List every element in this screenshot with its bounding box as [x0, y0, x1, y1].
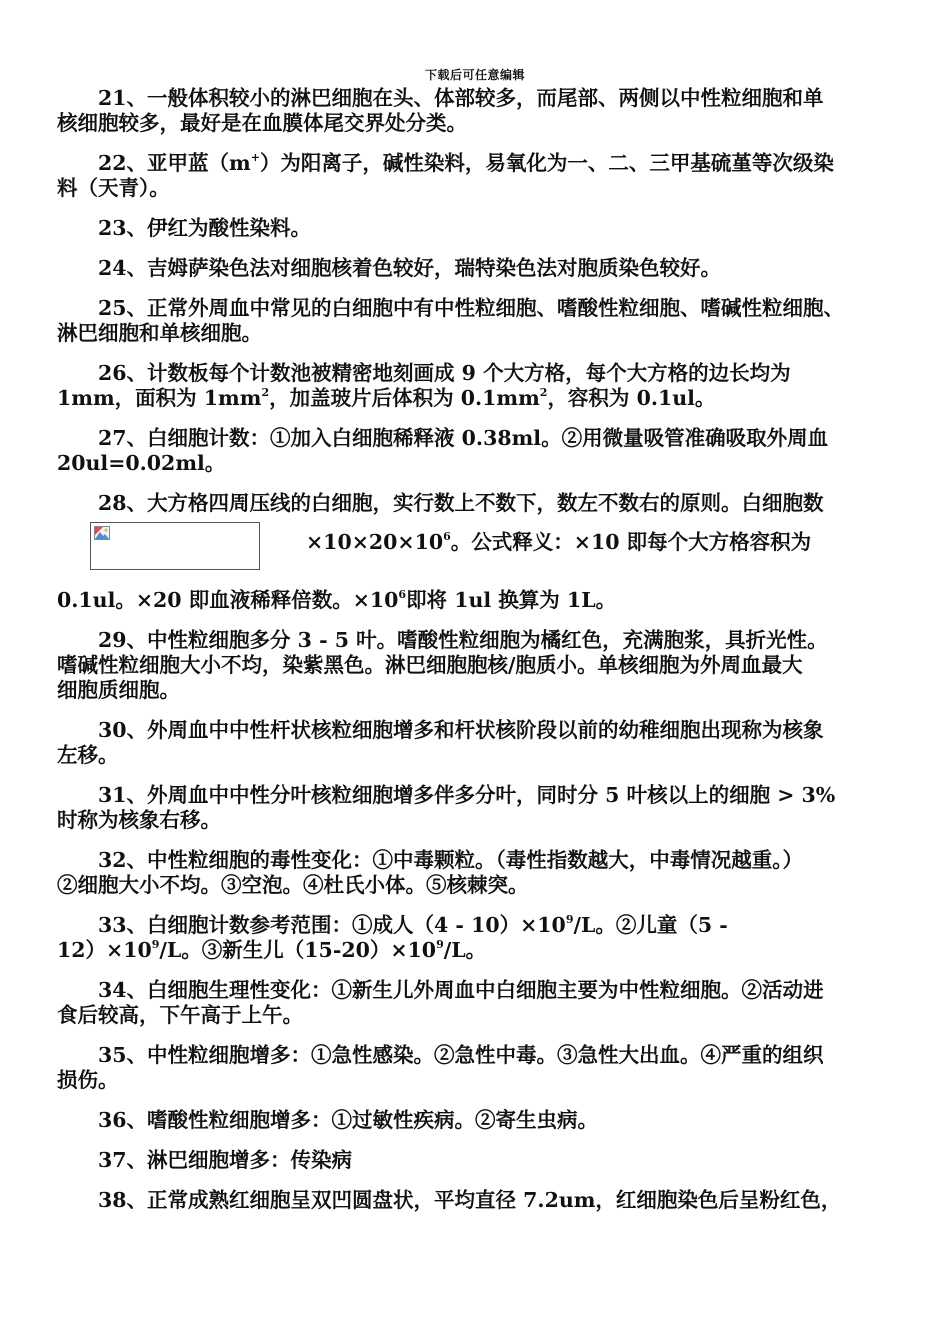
paragraph-26-line2 — [57, 386, 893, 411]
superscript: 2 — [539, 386, 548, 399]
formula-multipliers: ×10×20×10 — [306, 530, 444, 554]
paragraph-22-text-2: ）为阳离子，碱性染料，易氧化为一、二、三甲基硫堇等次级染 — [259, 151, 834, 175]
paragraph-31-line2: 时称为核象右移。 — [57, 808, 221, 832]
paragraph-33 — [57, 913, 893, 963]
paragraph-35 — [57, 1043, 893, 1093]
paragraph-27 — [57, 426, 893, 476]
broken-image-placeholder — [90, 522, 260, 570]
paragraph-28 — [57, 491, 893, 613]
paragraph-26-line1: 26、计数板每个计数池被精密地刻画成 9 个大方格，每个大方格的边长均为 — [98, 361, 791, 385]
superscript: + — [250, 151, 260, 164]
paragraph-31-line1: 31、外周血中中性分叶核粒细胞增多伴多分叶，同时分 5 叶核以上的细胞 > 3% — [98, 783, 836, 807]
formula-text — [265, 530, 811, 555]
paragraph-34-line2: 食后较高，下午高于上午。 — [57, 1003, 303, 1027]
paragraph-25 — [57, 296, 893, 346]
paragraph-30-line1: 30、外周血中中性杆状核粒细胞增多和杆状核阶段以前的幼稚细胞出现称为核象 — [98, 718, 824, 742]
paragraph-33-text-3: 12）×10 — [57, 938, 152, 962]
paragraph-37: 37、淋巴细胞增多：传染病 — [98, 1148, 353, 1172]
paragraph-33-text-1: 33、白细胞计数参考范围：①成人（4 - 10）×10 — [98, 913, 566, 937]
paragraph-27-line2: 20ul=0.02ml。 — [57, 451, 226, 475]
paragraph-32 — [57, 848, 893, 898]
paragraph-35-line2: 损伤。 — [57, 1068, 119, 1092]
superscript: 9 — [151, 938, 160, 951]
paragraph-28-tail-1: 0.1ul。×20 即血液稀释倍数。×10 — [57, 588, 399, 612]
paragraph-21-line2: 核细胞较多，最好是在血膜体尾交界处分类。 — [57, 111, 467, 135]
paragraph-25-line2: 淋巴细胞和单核细胞。 — [57, 321, 262, 345]
paragraph-21-line1: 21、一般体积较小的淋巴细胞在头、体部较多，而尾部、两侧以中性粒细胞和单 — [98, 86, 824, 110]
superscript: 9 — [436, 938, 444, 951]
paragraph-26-text-3: ，容积为 0.1ul。 — [547, 386, 716, 410]
paragraph-22 — [57, 151, 893, 201]
paragraph-30-line2: 左移。 — [57, 743, 119, 767]
paragraph-35-line1: 35、中性粒细胞增多：①急性感染。②急性中毒。③急性大出血。④严重的组织 — [98, 1043, 824, 1067]
paragraph-25-line1: 25、正常外周血中常见的白细胞中有中性粒细胞、嗜酸性粒细胞、嗜碱性粒细胞、 — [98, 296, 845, 320]
paragraph-27-line1: 27、白细胞计数：①加入白细胞稀释液 0.38ml。②用微量吸管准确吸取外周血 — [98, 426, 829, 450]
paragraph-38: 38、正常成熟红细胞呈双凹圆盘状，平均直径 7.2um，红细胞染色后呈粉红色， — [98, 1188, 842, 1212]
paragraph-30 — [57, 718, 893, 768]
broken-image-icon — [94, 526, 110, 540]
paragraph-29-line2: 嗜碱性粒细胞大小不均，染紫黑色。淋巴细胞胞核/胞质小。单核细胞为外周血最大 — [57, 653, 803, 677]
paragraph-34-line1: 34、白细胞生理性变化：①新生儿外周血中白细胞主要为中性粒细胞。②活动进 — [98, 978, 824, 1002]
paragraph-31 — [57, 783, 893, 833]
superscript: 6 — [398, 588, 407, 601]
superscript: 2 — [261, 386, 270, 399]
paragraph-33-line2 — [57, 938, 893, 963]
paragraph-22-line2: 料（天青）。 — [57, 176, 170, 200]
paragraph-24: 24、吉姆萨染色法对细胞核着色较好，瑞特染色法对胞质染色较好。 — [98, 256, 722, 280]
paragraph-32-line1: 32、中性粒细胞的毒性变化：①中毒颗粒。（毒性指数越大，中毒情况越重。） — [98, 848, 804, 872]
paragraph-23: 23、伊红为酸性染料。 — [98, 216, 312, 240]
paragraph-26-text-2: ，加盖玻片后体积为 0.1mm — [269, 386, 540, 410]
document-body — [57, 86, 893, 1228]
paragraph-29 — [57, 628, 893, 703]
paragraph-28-tail-2: 即将 1ul 换算为 1L。 — [406, 588, 617, 612]
paragraph-21 — [57, 86, 893, 136]
paragraph-22-text-1: 22、亚甲蓝（m — [98, 151, 251, 175]
paragraph-26-text-1: 1mm，面积为 1mm — [57, 386, 262, 410]
paragraph-28-line3 — [57, 588, 893, 613]
paragraph-33-text-4: /L。③新生儿（15-20）×10 — [159, 938, 437, 962]
paragraph-33-text-5: /L。 — [443, 938, 487, 962]
paragraph-32-line2: ②细胞大小不均。③空泡。④杜氏小体。⑤核棘突。 — [57, 873, 529, 897]
superscript: 6 — [443, 530, 451, 543]
paragraph-26 — [57, 361, 893, 411]
superscript: 9 — [565, 913, 574, 926]
paragraph-33-text-2: /L。②儿童（5 - — [573, 913, 728, 937]
formula-explanation: 。公式释义：×10 即每个大方格容积为 — [450, 530, 812, 554]
paragraph-29-line1: 29、中性粒细胞多分 3 - 5 叶。嗜酸性粒细胞为橘红色，充满胞浆，具折光性。 — [98, 628, 828, 652]
formula-row — [57, 522, 893, 574]
paragraph-34 — [57, 978, 893, 1028]
paragraph-29-line3: 细胞质细胞。 — [57, 678, 180, 702]
paragraph-36: 36、嗜酸性粒细胞增多：①过敏性疾病。②寄生虫病。 — [98, 1108, 599, 1132]
paragraph-28-line1: 28、大方格四周压线的白细胞，实行数上不数下，数左不数右的原则。白细胞数 — [98, 491, 824, 515]
page-header: 下载后可任意编辑 — [424, 68, 525, 82]
